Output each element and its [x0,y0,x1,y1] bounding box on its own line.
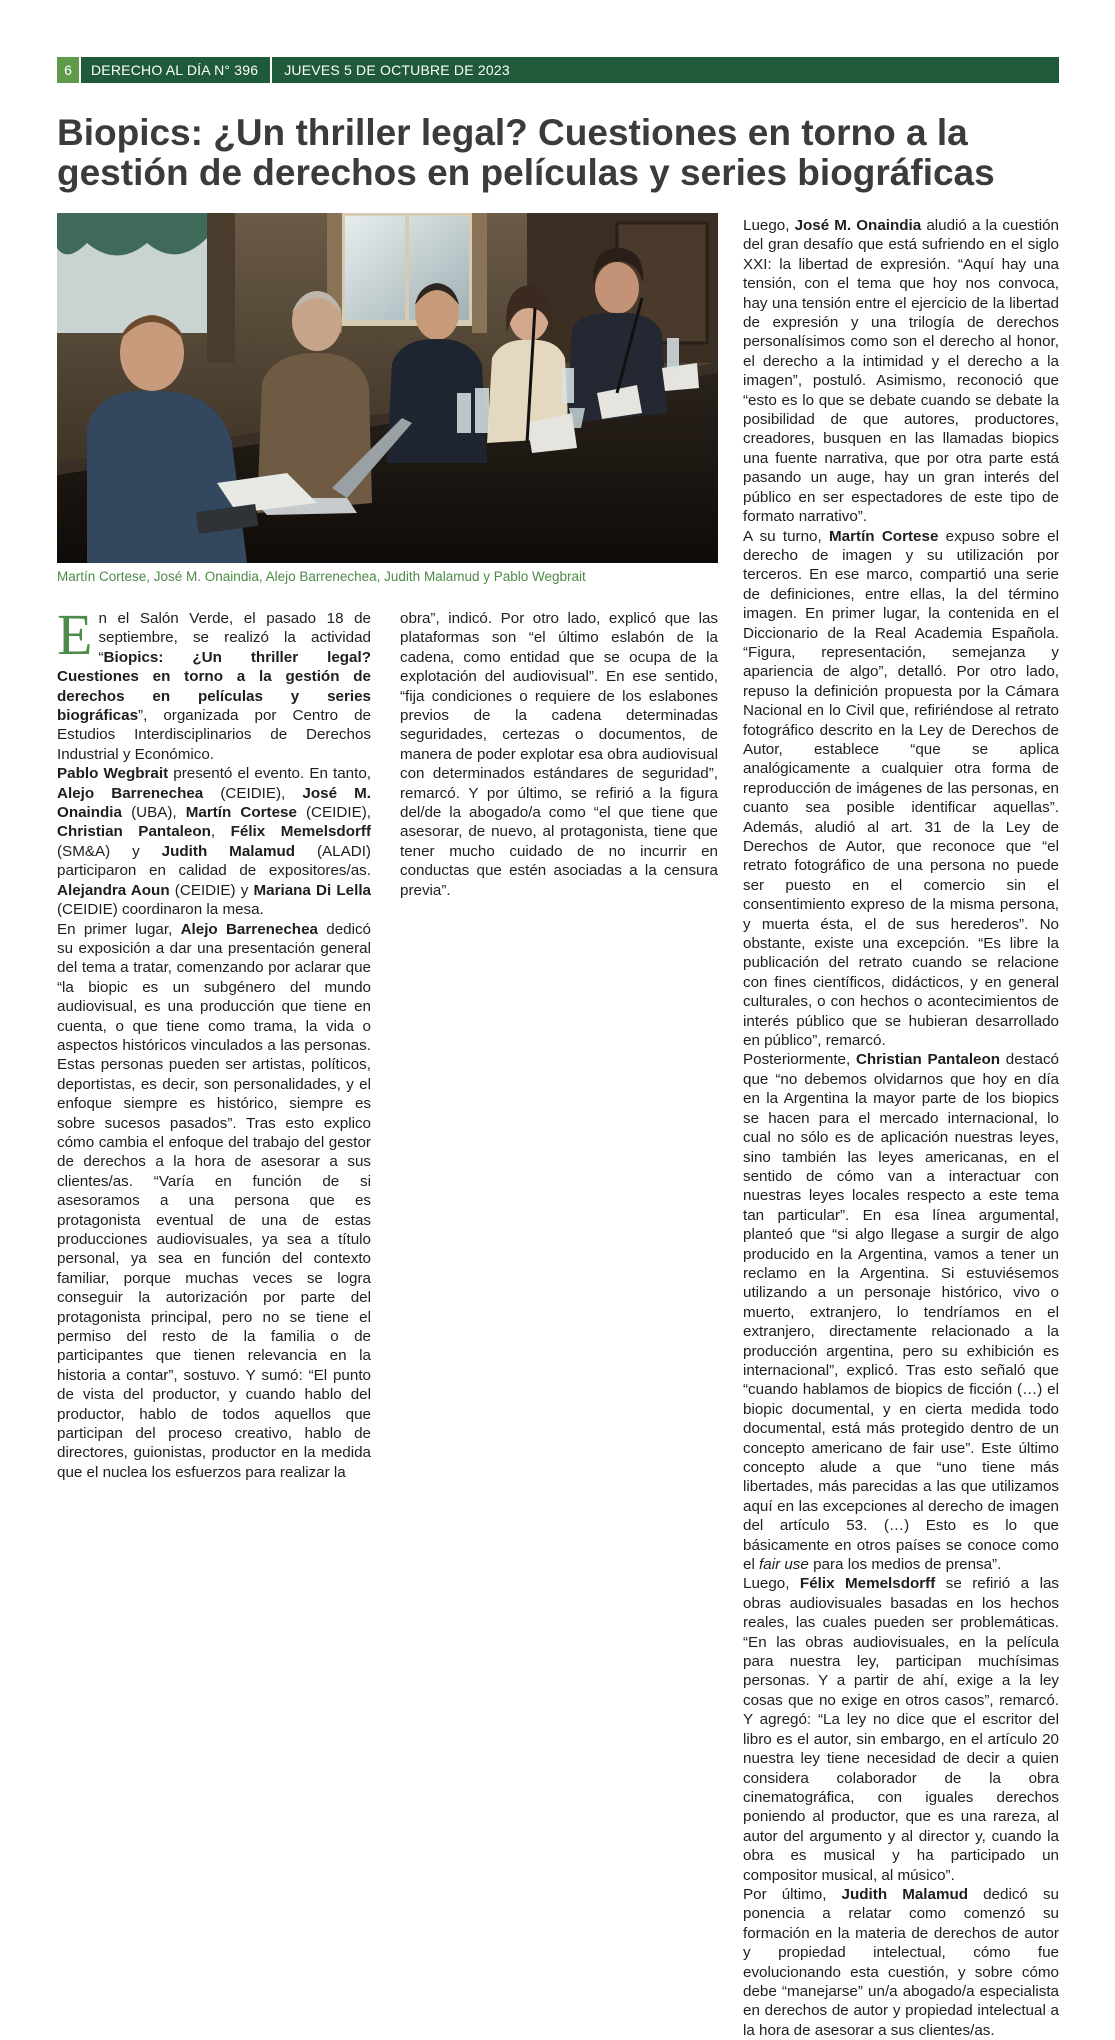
person-name: Félix Memelsdorff [230,823,371,841]
person-name: Alejo Barrenechea [180,920,318,938]
person-name: Alejo Barrenechea [57,784,204,802]
person-name: José M. Onaindia [794,217,922,234]
text-column-1 [57,609,371,1482]
text-span: En primer lugar, [57,920,181,938]
text-column-3 [743,216,1059,2040]
paragraph-barrenechea [57,920,371,1483]
text-span: (UBA), [121,804,186,822]
text-span: Luego, [743,1575,800,1593]
person-name: Félix Memelsdorff [799,1575,936,1593]
paragraph-cortese [743,527,1059,1051]
text-span: (SM&A) y [57,842,162,860]
text-span: se refirió a las obras audiovisuales basadas en los hechos reales, las cuales pueden ser problemáticas. “En las obras audiovisuales, en la película para nuestra ley, participan muchísimas personas. Y a partir de ahí, exige a la ley cosas que no exige en otros casos”, remarcó. Y agregó: “La ley no dice que el escritor del libro es el autor, sin embargo, en el artículo 20 nuestra ley tiene necesidad de decir a quien considera colaborador de la obra cinematográfica, con iguales derechos poniendo al productor, que es una rareza, al autor del argumento y al director y, cuando la obra es musical y ha participado un compositor musical, al músico”. [743,1575,1060,1884]
person-name: Martín Cortese [185,804,297,822]
text-span: destacó que “no debemos olvidarnos que hoy en día en la Argentina la mayor parte de los biopics se hacen para el mercado internacional, lo cual no sólo es de aplicación nuestras leyes, sino también las leyes americanas, en el sentido de cómo van a interactuar con nuestras leyes locales respecto a este tema tan particular”. En esa línea argumental, planteó que “si algo llegase a surgir de algo producido en la Argentina, vamos a tener un reclamo en la Argentina. Si estuviésemos utilizando a un personaje histórico, vivo o muerto, extranjero, lo tendríamos en el extranjero, directamente relacionado a la producción argentina, pero su exhibición es internacional”, explicó. Tras esto señaló que “cuando hablamos de biopics de ficción (…) el biopic documental, y en cierta medida todo documental, está más protegido dentro de un concepto americano de fair use”. Este último concepto alude a que “uno tiene más libertades, más parecidas a las que utilizamos aquí en las excepciones al derecho de imagen del artículo 53. (…) Esto es lo que básicamente en otros países se conoce como el [743,1051,1059,1574]
paragraph-barrenechea [400,609,718,900]
article-title: Biopics: ¿Un thriller legal? Cuestiones en torno a la gestión de derechos en películas y series biográficas [57,112,995,193]
person-name: Christian Pantaleon [855,1051,1001,1069]
text-span: presentó el evento. En tanto, [168,765,371,783]
text-span: (CEIDIE) y [169,881,254,899]
person-name: José M. Onaindia [57,784,371,822]
text-span: dedicó su exposición a dar una presentación general del tema a tratar, comenzando por aclarar que “la biopic es un subgénero del mundo audiovisual, es una producción que tiene en cuenta, o que tiene como trama, la vida o aspectos históricos vinculados a las personas. Estas personas pueden ser artistas, políticos, deportistas, es decir, son personalidades, y el enfoque siempre es histórico, siempre es sobre sucesos pasados”. Tras esto explico cómo cambia el enfoque del trabajo del gestor de derechos a la hora de asesorar a sus clientes/as. “Varía en función de si asesoramos a una persona que es protagonista eventual de una de estas producciones audiovisuales, ya sea a título personal, ya sea en función del contexto familiar, porque muchas veces se logra conseguir la autorización por parte del protagonista principal, pero no se tiene el permiso del resto de la familia o de participantes que tienen relevancia en la historia a contar”, sostuvo. Y sumó: “El punto de vista del productor, y cuando hablo del productor, hablo de todos aquellos que participan del proceso creativo, hablo de directores, guionistas, productor en la medida que el nuclea los esfuerzos para realizar la [57,920,371,1481]
issue-date: JUEVES 5 DE OCTUBRE DE 2023 [284,62,510,78]
text-span: (CEIDIE), [296,804,371,822]
panel-photo [57,213,718,563]
paragraph-malamud [743,1885,1059,2040]
text-span: n el Salón Verde, el pasado 18 de septiembre, se realizó la actividad “ [98,610,371,666]
paragraph-pantaleon [743,1050,1059,1574]
text-span: obra”, indicó. Por otro lado, explicó que las plataformas son “el último eslabón de la cadena, como entidad que se ocupa de la explotación del audiovisual”. En ese sentido, “fija condiciones o requiere de los eslabones previos de la cadena determinadas seguridades, certezas o documentos, de manera de poder explotar esa obra audiovisual con determinados estándares de seguridad”, remarcó. Y por último, se refirió a la figura del/de la abogado/a como “el que tiene que asesorar, de nuevo, al protagonista, tiene que tener mucho cuidado de no incurrir en conductas que estén asociadas a la censura previa”. [400,610,718,899]
person-name: Martín Cortese [829,527,939,545]
person-name: Alejandra Aoun [57,881,170,899]
text-span: aludió a la cuestión del gran desafío que está sufriendo en el siglo XXI: la libertad de expresión. “Aquí hay una tensión, con el tema que hoy nos convoca, hay una tensión entre el ejercicio de la libertad de expresión y una trilogía de derechos personalísimos como son el derecho al honor, el derecho a la intimidad y el derecho a la imagen”, postuló. Asimismo, reconoció que “esto es lo que se debate cuando se debate la posibilidad de que autores, productores, creadores, busquen en las llamadas biopics una fuente narrativa, que por otra parte está pasando un auge, hay un gran interés del público en ser espectadores de este tipo de formato narrativo”. [743,217,1059,526]
text-span: dedicó su ponencia a relatar como comenzó su formación en la materia de derechos de autor y propiedad intelectual, cómo fue evolucionando esta cuestión, y sobre cómo debe “manejarse” un/a abogado/a especialista en derechos de autor y propiedad intelectual a la hora de asesorar a sus clientes/as. [743,1885,1059,2039]
paragraph-participants [57,764,371,919]
text-span: , [210,823,231,841]
page-header [57,57,1059,83]
paragraph-intro [57,609,371,764]
text-span: ”, organizada por Centro de Estudios Interdisciplinarios de Derechos Industrial y Económico. [57,707,371,763]
person-name: Mariana Di Lella [253,881,371,899]
text-span: Por último, [743,1885,842,1903]
drop-cap: E [57,609,93,667]
italic-term: fair use [759,1556,809,1574]
text-span: A su turno, [743,527,829,545]
text-span: Luego, [743,217,795,234]
text-span: (ALADI) participaron en calidad de expositores/as. [57,842,371,880]
paragraph-memelsdorff [743,1574,1059,1885]
person-name: Pablo Wegbrait [57,765,169,783]
photo-caption: Martín Cortese, José M. Onaindia, Alejo Barrenechea, Judith Malamud y Pablo Wegbrait [57,569,586,584]
page-number: 6 [57,57,79,83]
person-name: Judith Malamud [841,1885,969,1903]
paragraph-onaindia [743,216,1059,527]
text-span: (CEIDIE) coordinaron la mesa. [57,901,264,919]
event-name: Biopics: ¿Un thriller legal? Cuestiones en torno a la gestión de derechos en películas y series biográficas [57,648,371,725]
person-name: Christian Pantaleon [57,823,211,841]
text-column-2 [400,609,718,900]
text-span: (CEIDIE), [203,784,303,802]
text-span: Posteriormente, [743,1051,856,1069]
text-span: expuso sobre el derecho de imagen y su utilización por terceros. En ese marco, compartió una serie de definiciones, entre ellas, la del término imagen. En primer lugar, la contenida en el Diccionario de la Real Academia Española. “Figura, representación, semejanza y apariencia de algo”, detalló. Por otro lado, repuso la definición propuesta por la Cámara Nacional en lo Civil que, refiriéndose al retrato fotográfico descrito en la Ley de Derechos de Autor, establece “que se aplica analógicamente a cualquier otra forma de reproducción de imágenes de las personas, en cuanto sea posible identificar aquellas”. Además, aludió al art. 31 de la Ley de Derechos de Autor, que reconoce que “el retrato fotográfico de una persona no puede ser puesto en el comercio sin el consentimiento expreso de la misma persona, y muerta ésta, el de sus herederos”. No obstante, existe una excepción. “Es libre la publicación del retrato cuando se relacione con fines científicos, didácticos, y en general culturales, o con hechos o acontecimientos de interés público que se hubieran desarrollado en público”, remarcó. [743,527,1059,1050]
publication-name: DERECHO AL DÍA N° 396 [91,62,259,78]
text-span: para los medios de prensa”. [808,1556,1002,1574]
person-name: Judith Malamud [161,842,296,860]
